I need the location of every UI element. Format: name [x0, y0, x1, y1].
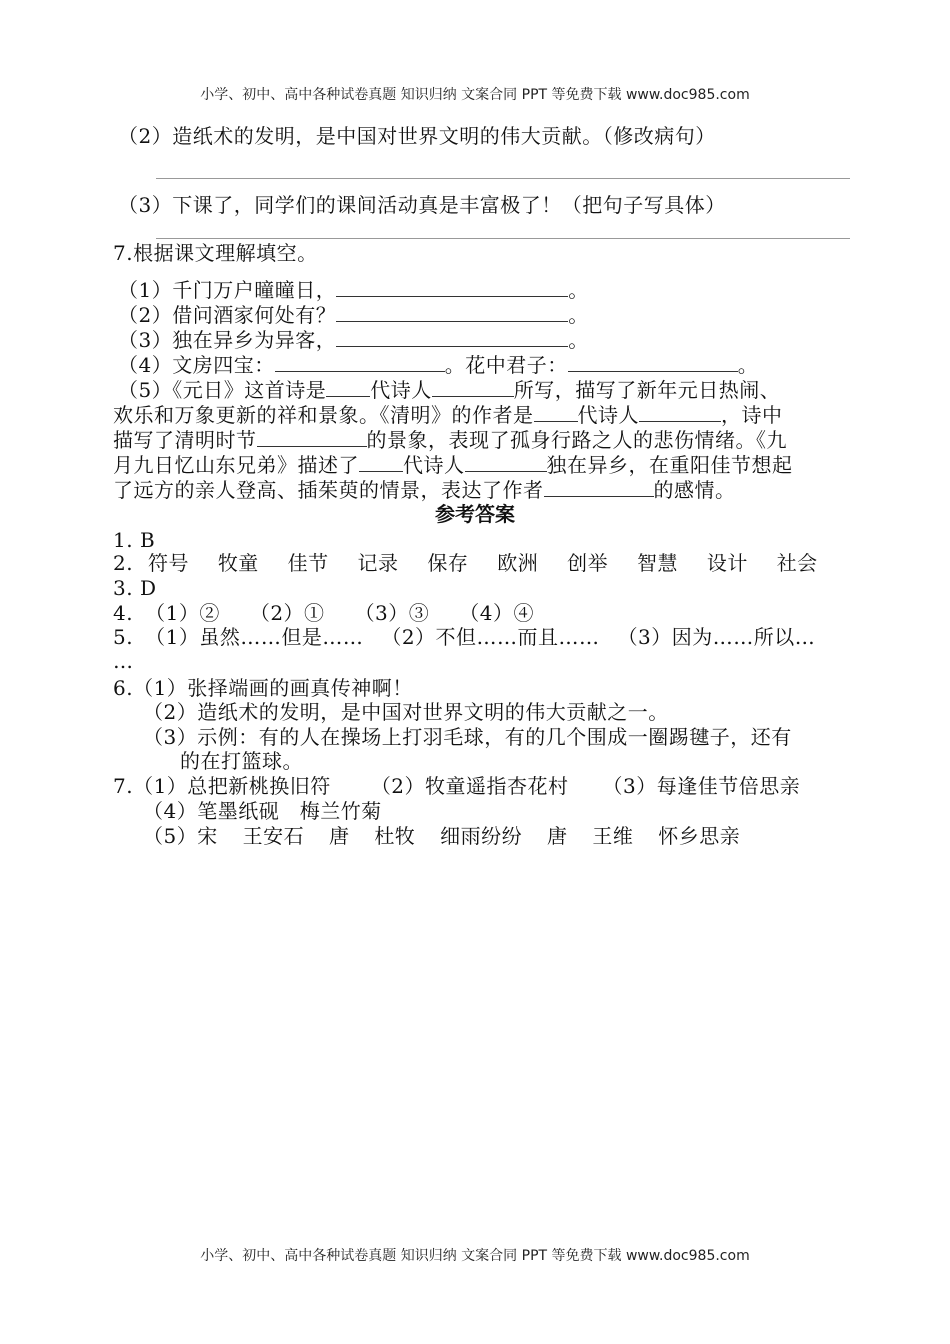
- answer-2-num: 2.: [113, 551, 134, 575]
- period: 。: [737, 353, 759, 377]
- answer-word: 设计: [706, 551, 748, 575]
- q7-line-5: [118, 378, 780, 402]
- q7-line-3-text: （3）独在异乡为异客，: [118, 328, 337, 352]
- answer-7-4: （4）笔墨纸砚 梅兰竹菊: [143, 799, 382, 823]
- answer-4-num: 4.: [113, 601, 134, 625]
- q7-line-4-text-a: （4）文房四宝：: [118, 353, 275, 377]
- answer-item: 细雨纷纷: [440, 824, 523, 848]
- answer-word: 社会: [776, 551, 818, 575]
- q7-5-text: （5）《元日》这首诗是: [118, 378, 327, 402]
- answer-6-3-cont: 的在打篮球。: [180, 749, 303, 773]
- answer-word: 保存: [427, 551, 469, 575]
- q7-5-text: 的景象，表现了孤身行路之人的悲伤情绪。《九: [366, 428, 787, 452]
- answer-word: 智慧: [636, 551, 678, 575]
- q7-5-text: ，诗中: [721, 403, 783, 427]
- answer-item: （2）牧童遥指杏花村: [370, 774, 569, 798]
- answer-item: （5）宋: [143, 824, 218, 848]
- q7-line-1-text: （1）千门万户曈曈日，: [118, 278, 337, 302]
- answer-line: [156, 238, 850, 239]
- q7-line-2: [118, 303, 589, 327]
- answer-6-1: 6.（1）张择端画的画真传神啊！: [113, 676, 413, 700]
- answer-item: 王维: [592, 824, 634, 848]
- answer-word: 牧童: [217, 551, 259, 575]
- fill-blank[interactable]: [465, 453, 547, 472]
- fill-blank[interactable]: [432, 378, 514, 397]
- answer-6-2: （2）造纸术的发明，是中国对世界文明的伟大贡献之一。: [143, 700, 669, 724]
- q7-5-text: 所写，描写了新年元日热闹、: [513, 378, 781, 402]
- q6-item-2: （2）造纸术的发明，是中国对世界文明的伟大贡献。（修改病句）: [118, 124, 716, 148]
- answer-item: 7.（1）总把新桃换旧符: [113, 774, 331, 798]
- fill-blank[interactable]: [275, 353, 445, 372]
- fill-blank[interactable]: [544, 478, 654, 497]
- q7-5-text: 了远方的亲人登高、插茱萸的情景，表达了作者: [113, 478, 544, 502]
- answer-line: [156, 178, 850, 179]
- fill-blank[interactable]: [257, 428, 367, 447]
- answer-4: [113, 601, 534, 625]
- q7-5-text: 代诗人: [403, 453, 465, 477]
- q7-5-text: 描写了清明时节: [113, 428, 257, 452]
- fill-blank[interactable]: [336, 278, 568, 297]
- q7-line-8: [113, 453, 793, 477]
- answer-1: 1. B: [113, 528, 156, 552]
- answer-item: （3）③: [354, 601, 430, 625]
- fill-blank[interactable]: [359, 453, 403, 472]
- answer-item: （4）④: [459, 601, 535, 625]
- answer-item: （1）②: [145, 601, 220, 625]
- answer-item: （1）虽然……但是……: [145, 625, 364, 649]
- answer-5-cont: …: [113, 649, 134, 673]
- q7-line-2-text: （2）借问酒家何处有？: [118, 303, 337, 327]
- answer-item: （2）①: [249, 601, 325, 625]
- answer-word: 创举: [567, 551, 609, 575]
- period: 。: [568, 328, 589, 352]
- q7-5-text: 欢乐和万象更新的祥和景象。《清明》的作者是: [113, 403, 534, 427]
- answer-2: [113, 551, 818, 575]
- q7-5-text: 独在异乡，在重阳佳节想起: [546, 453, 793, 477]
- period: 。: [568, 278, 589, 302]
- q7-5-text: 的感情。: [653, 478, 736, 502]
- fill-blank[interactable]: [534, 403, 578, 422]
- q7-title: 7.根据课文理解填空。: [113, 241, 318, 265]
- answer-item: 王安石: [242, 824, 305, 848]
- answer-word: 符号: [147, 551, 189, 575]
- answer-5-num: 5.: [113, 625, 134, 649]
- fill-blank[interactable]: [639, 403, 721, 422]
- q7-line-4: [118, 353, 758, 377]
- answer-item: 怀乡思亲: [658, 824, 741, 848]
- answer-7-5: [143, 824, 740, 848]
- fill-blank[interactable]: [336, 328, 568, 347]
- answer-5: [113, 625, 815, 649]
- page-header: 小学、初中、高中各种试卷真题 知识归纳 文案合同 PPT 等免费下载 www.doc985.com: [200, 87, 750, 103]
- period: 。: [568, 303, 589, 327]
- fill-blank[interactable]: [336, 303, 568, 322]
- q7-line-6: [113, 403, 783, 427]
- q6-item-3: （3）下课了，同学们的课间活动真是丰富极了！（把句子写具体）: [118, 193, 726, 217]
- answer-item: 唐: [547, 824, 568, 848]
- fill-blank[interactable]: [568, 353, 738, 372]
- q7-line-1: [118, 278, 589, 302]
- answer-item: 杜牧: [374, 824, 416, 848]
- page-footer: 小学、初中、高中各种试卷真题 知识归纳 文案合同 PPT 等免费下载 www.doc985.com: [200, 1248, 750, 1264]
- q7-line-9: [113, 478, 736, 502]
- answer-word: 记录: [357, 551, 399, 575]
- answer-3: 3. D: [113, 576, 157, 600]
- q7-5-text: 代诗人: [370, 378, 432, 402]
- answer-word: 欧洲: [497, 551, 539, 575]
- answer-6-3: （3）示例：有的人在操场上打羽毛球，有的几个围成一圈踢毽子，还有: [143, 725, 792, 749]
- q7-5-text: 代诗人: [577, 403, 639, 427]
- answer-item: 唐: [328, 824, 350, 848]
- answer-item: （3）因为……所以…: [617, 625, 816, 649]
- q7-line-7: [113, 428, 787, 452]
- answer-word: 佳节: [287, 551, 329, 575]
- answer-item: （3）每逢佳节倍思亲: [602, 774, 801, 798]
- answers-title: 参考答案: [435, 502, 515, 526]
- q7-5-text: 月九日忆山东兄弟》描述了: [113, 453, 359, 477]
- answer-7-1: [113, 774, 800, 798]
- answer-item: （2）不但……而且……: [381, 625, 600, 649]
- q7-line-4-text-b: 。花中君子：: [444, 353, 568, 377]
- fill-blank[interactable]: [326, 378, 370, 397]
- q7-line-3: [118, 328, 589, 352]
